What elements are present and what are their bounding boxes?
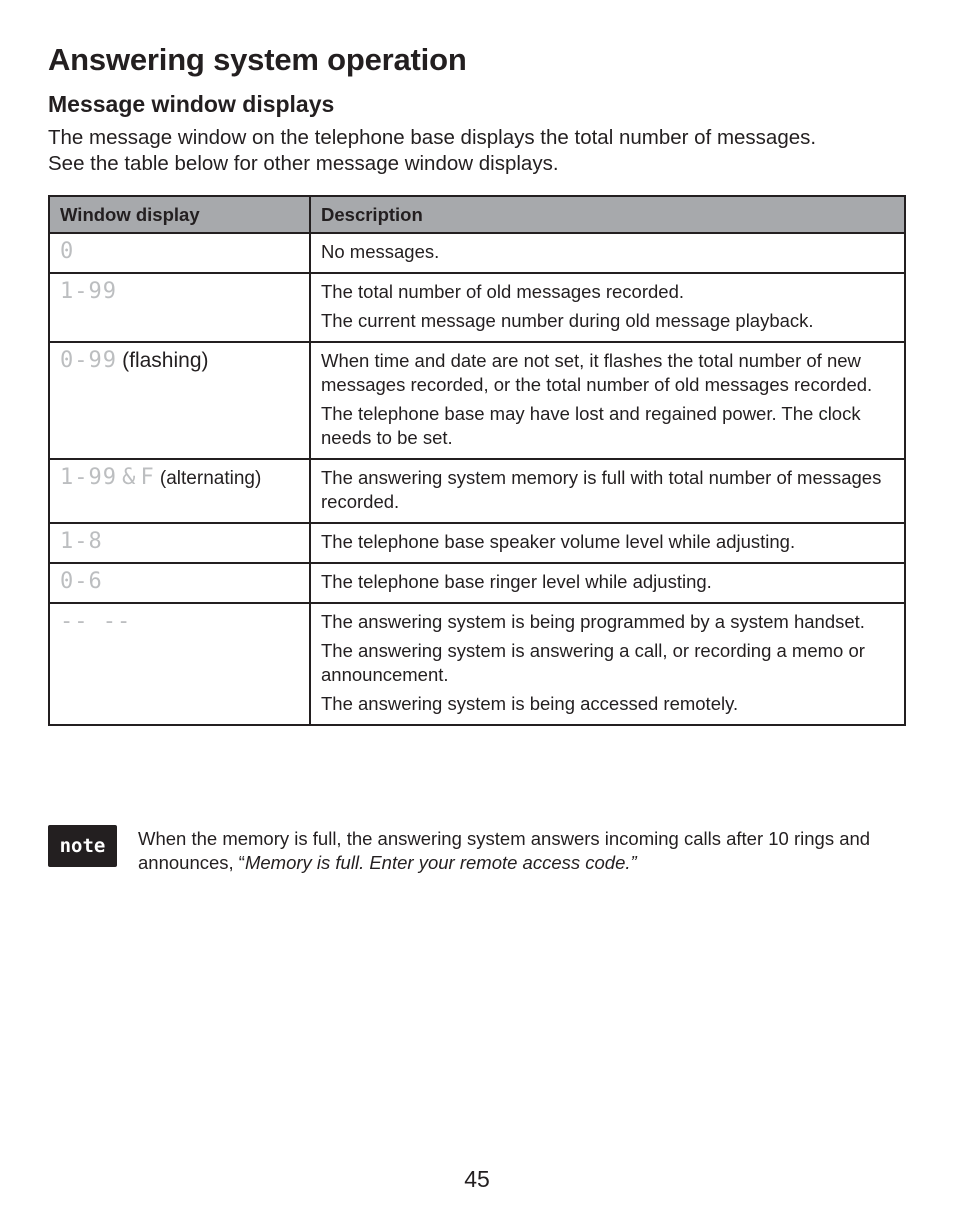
display-cell	[49, 342, 310, 459]
description-line: The telephone base may have lost and regained power. The clock needs to be set.	[321, 403, 861, 448]
description-cell	[310, 233, 905, 273]
description-line: The telephone base ringer level while adjusting.	[321, 571, 712, 592]
display-qualifier: (alternating)	[159, 468, 262, 489]
table-header-row	[49, 196, 905, 233]
lcd-ampersand: &	[122, 465, 136, 490]
lcd-display-value: 1-99	[60, 279, 117, 304]
display-cell	[49, 523, 310, 563]
lcd-display-value: -- --	[60, 609, 132, 634]
table-row	[49, 459, 905, 523]
page-number: 45	[464, 1166, 490, 1192]
description-line: When time and date are not set, it flashes the total number of new messages recorded, or the total number of old messages recorded.	[321, 350, 873, 395]
table-row	[49, 523, 905, 563]
description-cell	[310, 273, 905, 342]
lcd-display-value: 0-6	[60, 569, 103, 594]
description-line: The total number of old messages recorded.	[321, 281, 684, 302]
description-line: No messages.	[321, 241, 440, 262]
header-description: Description	[310, 196, 905, 233]
lcd-display-value-full: F	[140, 465, 155, 490]
display-cell	[49, 233, 310, 273]
lcd-display-value: 0	[60, 239, 75, 264]
description-cell	[310, 459, 905, 523]
note-text-plain: When the memory is full, the answering system answers incoming calls after 10 rings and announces, “	[138, 828, 871, 873]
lcd-display-value: 1-8	[60, 529, 103, 554]
section-title: Message window displays	[48, 91, 335, 117]
description-line: The answering system is being accessed remotely.	[321, 693, 739, 714]
display-cell	[49, 459, 310, 523]
note-text-quote: Memory is full. Enter your remote access code.”	[244, 852, 637, 873]
note-text	[138, 827, 908, 875]
description-line: The answering system is being programmed by a system handset.	[321, 611, 865, 632]
description-line: The answering system is answering a call, or recording a memo or announcement.	[321, 640, 865, 685]
page-title: Answering system operation	[48, 42, 467, 77]
description-cell	[310, 603, 905, 725]
lcd-display-value: 0-99	[60, 348, 117, 373]
description-cell	[310, 342, 905, 459]
table-row	[49, 603, 905, 725]
description-cell	[310, 523, 905, 563]
table-row	[49, 273, 905, 342]
display-cell	[49, 273, 310, 342]
table-row	[49, 342, 905, 459]
display-cell	[49, 563, 310, 603]
display-cell	[49, 603, 310, 725]
description-line: The current message number during old message playback.	[321, 310, 814, 331]
intro-paragraph: The message window on the telephone base displays the total number of messages. See the table below for other message window displays.	[48, 126, 817, 175]
note-badge: note	[48, 825, 117, 867]
header-window-display: Window display	[49, 196, 310, 233]
table-row	[49, 233, 905, 273]
description-cell	[310, 563, 905, 603]
window-display-table	[48, 195, 906, 726]
lcd-display-value: 1-99	[60, 465, 117, 490]
description-line: The answering system memory is full with total number of messages recorded.	[321, 467, 882, 512]
display-qualifier: (flashing)	[122, 349, 209, 372]
table-row	[49, 563, 905, 603]
description-line: The telephone base speaker volume level while adjusting.	[321, 531, 796, 552]
